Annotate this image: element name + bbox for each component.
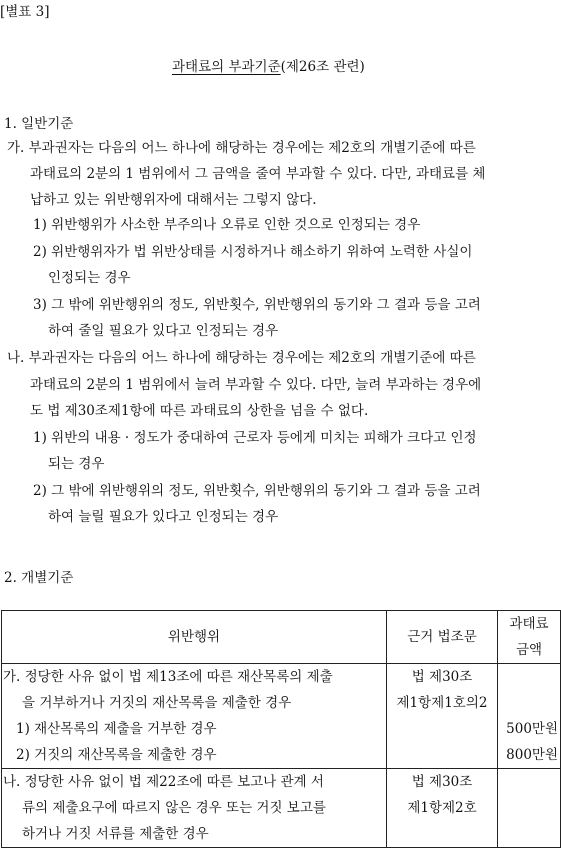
text-line: 과태료의 2분의 1 범위에서 그 금액을 줄여 부과할 수 있다. 다만, 과태료를 체 xyxy=(30,166,486,182)
header-law: 근거 법조문 xyxy=(387,611,498,664)
cell-text: 2) 거짓의 재산목록을 제출한 경우 xyxy=(16,747,217,763)
fine-amount: 800만원 xyxy=(506,747,558,763)
header-fine-line2: 금액 xyxy=(515,642,543,658)
section-2-heading: 2. 개별기준 xyxy=(4,570,74,586)
cell-text: 제1항제2호 xyxy=(407,800,477,816)
text-line: 도 법 제30조제1항에 따른 과태료의 상한을 넘을 수 없다. xyxy=(30,403,369,419)
annex-label: [별표 3] xyxy=(0,4,50,20)
cell-text: 제1항제1호의2 xyxy=(396,695,488,711)
text-line: 1) 위반행위가 사소한 부주의나 오류로 인한 것으로 인정되는 경우 xyxy=(33,217,421,233)
text-line: 1) 위반의 내용 · 정도가 중대하여 근로자 등에게 미치는 피해가 크다고 인정 xyxy=(33,430,477,446)
table-header-row xyxy=(2,611,561,664)
cell-text: 하거나 거짓 서류를 제출한 경우 xyxy=(22,826,209,842)
cell-text xyxy=(387,821,497,847)
text-line: 하여 줄일 필요가 있다고 인정되는 경우 xyxy=(48,323,279,339)
text-line: 2) 그 밖에 위반행위의 정도, 위반횟수, 위반행위의 동기와 그 결과 등을 고려 xyxy=(33,483,481,499)
text-line: 되는 경우 xyxy=(48,456,105,472)
cell-text: 나. 정당한 사유 없이 법 제22조에 따른 보고나 관계 서 xyxy=(3,774,324,790)
fine-table xyxy=(1,610,561,848)
document-title xyxy=(172,55,365,75)
cell-text xyxy=(387,716,497,742)
header-fine-line1: 과태료 xyxy=(509,616,549,632)
cell-text xyxy=(498,769,560,795)
document-title-main: 과태료의 부과기준 xyxy=(172,59,281,75)
text-line: 납하고 있는 위반행위자에 대해서는 그렇지 않다. xyxy=(30,192,317,208)
text-line: 나. 부과권자는 다음의 어느 하나에 해당하는 경우에는 제2호의 개별기준에 따른 xyxy=(7,350,476,366)
table-row xyxy=(2,664,561,769)
text-line: 인정되는 경우 xyxy=(48,270,131,286)
row-violation-cell xyxy=(2,769,387,848)
row-fine-cell xyxy=(498,769,561,848)
cell-text xyxy=(498,690,560,716)
text-line: 3) 그 밖에 위반행위의 정도, 위반횟수, 위반행위의 동기와 그 결과 등을 고려 xyxy=(33,297,481,313)
cell-text xyxy=(498,821,560,847)
section-1-heading: 1. 일반기준 xyxy=(4,116,74,132)
text-line: 2) 위반행위자가 법 위반상태를 시정하거나 해소하기 위하여 노력한 사실이 xyxy=(33,244,473,260)
table-row xyxy=(2,769,561,848)
fine-amount: 500만원 xyxy=(506,721,558,737)
row-law-cell xyxy=(387,769,498,848)
header-violation: 위반행위 xyxy=(2,611,387,664)
text-line: 하여 늘릴 필요가 있다고 인정되는 경우 xyxy=(48,509,279,525)
cell-text: 법 제30조 xyxy=(411,774,473,790)
cell-text xyxy=(498,664,560,690)
row-fine-cell xyxy=(498,664,561,769)
cell-text: 법 제30조 xyxy=(411,669,473,685)
cell-text xyxy=(498,795,560,821)
cell-text: 류의 제출요구에 따르지 않은 경우 또는 거짓 보고를 xyxy=(22,800,326,816)
cell-text: 1) 재산목록의 제출을 거부한 경우 xyxy=(16,721,217,737)
cell-text: 을 거부하거나 거짓의 재산목록을 제출한 경우 xyxy=(22,695,292,711)
cell-text: 가. 정당한 사유 없이 법 제13조에 따른 재산목록의 제출 xyxy=(3,669,333,685)
row-law-cell xyxy=(387,664,498,769)
row-violation-cell xyxy=(2,664,387,769)
text-line: 가. 부과권자는 다음의 어느 하나에 해당하는 경우에는 제2호의 개별기준에 따른 xyxy=(7,140,476,156)
document-title-suffix: (제26조 관련) xyxy=(280,59,365,75)
text-line: 과태료의 2분의 1 범위에서 늘려 부과할 수 있다. 다만, 늘려 부과하는 경우에 xyxy=(30,377,482,393)
cell-text xyxy=(387,742,497,768)
header-fine xyxy=(498,611,561,664)
